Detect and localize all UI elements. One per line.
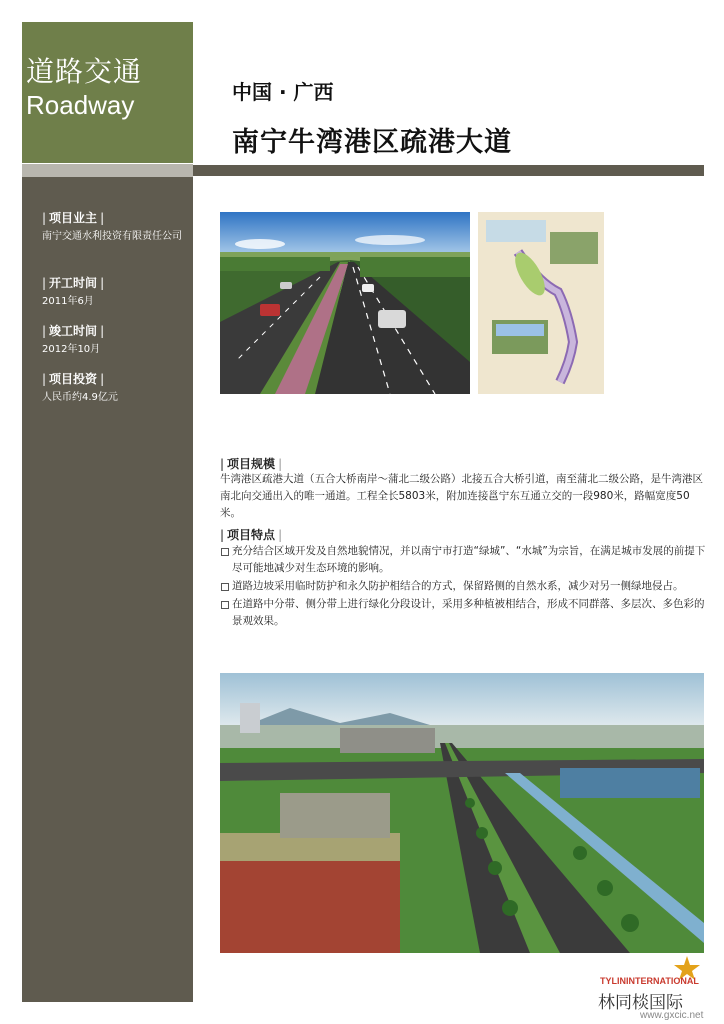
watermark: www.gxcic.net	[640, 1010, 704, 1021]
feature-item: 充分结合区域开发及自然地貌情况，并以南宁市打造“绿城”、“水城”为宗旨，在满足城市发展的前提下尽可能地减少对生态环境的影响。	[220, 543, 706, 577]
meta-owner	[42, 209, 182, 243]
logo-text-en: TYLININTERNATIONAL	[600, 976, 699, 986]
feature-item: 在道路中分带、侧分带上进行绿化分段设计，采用多种植被相结合，形成不同群落、多层次、多色彩的景观效果。	[220, 596, 706, 630]
features-heading: | 项目特点 |	[220, 526, 282, 543]
meta-owner-label: | 项目业主 |	[42, 209, 182, 226]
meta-end-value: 2012年10月	[42, 344, 101, 355]
category-title-en: Roadway	[26, 90, 135, 120]
meta-owner-value: 南宁交通水利投资有限责任公司	[42, 231, 182, 242]
category-title-zh: 道路交通	[26, 55, 143, 88]
route-map-image	[478, 212, 604, 394]
feature-item: 道路边坡采用临时防护和永久防护相结合的方式，保留路侧的自然水系，减少对另一侧绿地侵占。	[220, 578, 706, 595]
meta-investment-value: 人民币约4.9亿元	[42, 392, 118, 403]
aerial-render-image	[220, 673, 704, 953]
meta-end-label: | 竣工时间 |	[42, 322, 182, 339]
meta-start-label: | 开工时间 |	[42, 274, 182, 291]
scale-heading: | 项目规模 |	[220, 455, 282, 472]
road-render-image	[220, 212, 470, 394]
features-list	[220, 543, 706, 631]
meta-investment-label: | 项目投资 |	[42, 370, 182, 387]
scale-text: 牛湾港区疏港大道（五合大桥南岸～蒲北二级公路）北接五合大桥引道，南至蒲北二级公路，是牛湾港区南北向交通出入的唯一通道。工程全长5803米，附加连接邕宁东互通立交的一段980米，路幅宽度50米。	[220, 473, 703, 519]
divider-dark	[193, 165, 704, 176]
location: 中国 · 广西	[232, 80, 334, 104]
meta-start	[42, 274, 182, 308]
page-title: 南宁牛湾港区疏港大道	[232, 127, 512, 158]
meta-start-value: 2011年6月	[42, 296, 94, 307]
logo-text-zh: 林同棪国际	[598, 993, 683, 1013]
meta-end	[42, 322, 182, 356]
divider-grey	[22, 164, 193, 177]
meta-investment	[42, 370, 182, 404]
